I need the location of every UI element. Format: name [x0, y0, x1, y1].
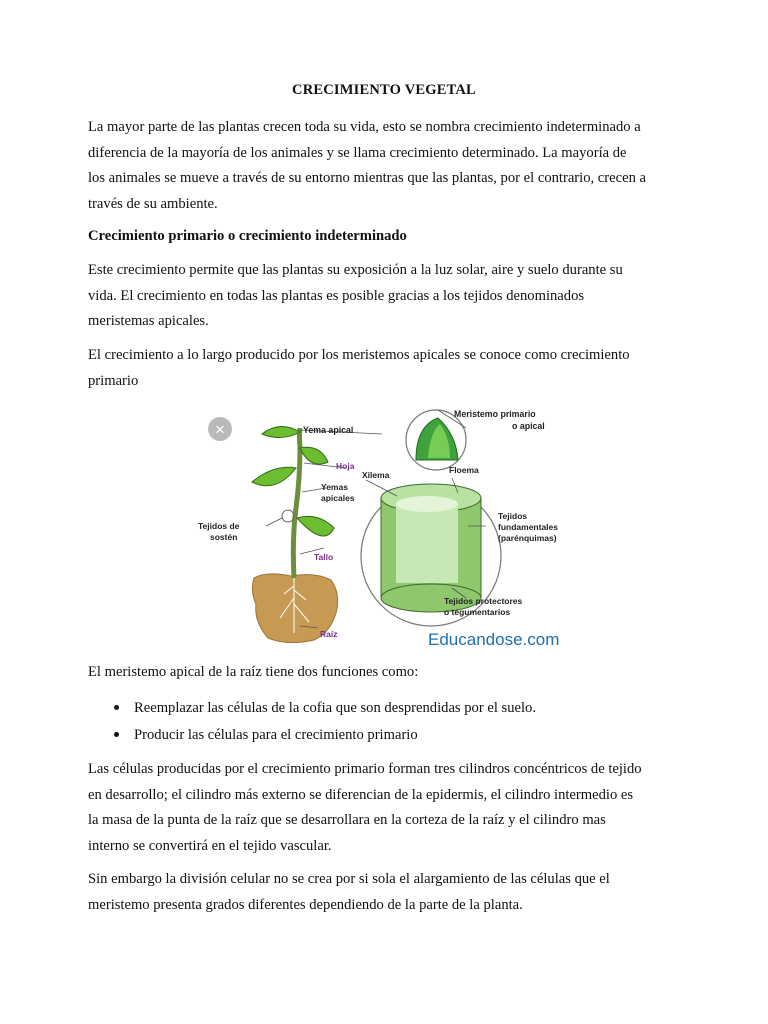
svg-text:×: ×: [215, 420, 225, 439]
intro-line: través de su ambiente.: [88, 195, 218, 212]
paragraph-line: meristemo presenta grados diferentes dependiendo de la parte de la planta.: [88, 896, 523, 913]
bullet-list: [110, 695, 536, 749]
paragraph-2: [88, 258, 688, 335]
label-fund-1: Tejidos: [498, 511, 528, 521]
label-tejidos-de: Tejidos de: [198, 521, 240, 531]
label-apicales: apicales: [321, 493, 355, 503]
label-floema: Floema: [449, 465, 479, 475]
close-icon[interactable]: [208, 417, 232, 441]
paragraph-line: interno se convertirá en el tejido vascular.: [88, 837, 332, 854]
paragraph-line: vida. El crecimiento en todas las plantas es posible gracias a los tejidos denominados: [88, 287, 585, 304]
label-raiz: Raíz: [320, 629, 338, 639]
label-prot-1: Tejidos protectores: [444, 596, 523, 606]
paragraph-6: [88, 867, 688, 918]
intro-paragraph: [88, 115, 688, 217]
intro-line: los animales se mueve a través de su entorno mientras que las plantas, por el contrario, crecen a: [88, 170, 647, 187]
paragraph-line: primario: [88, 372, 139, 389]
label-yema-apical: Yema apical: [303, 425, 354, 435]
paragraph-4: [88, 660, 688, 686]
label-fund-3: (parénquimas): [498, 533, 557, 543]
label-prot-2: o tegumentarios: [444, 607, 511, 617]
label-fund-2: fundamentales: [498, 522, 558, 532]
paragraph-line: Las células producidas por el crecimiento primario forman tres cilindros concéntricos de tejido: [88, 761, 642, 777]
paragraph-line: Sin embargo la división celular no se crea por si sola el alargamiento de las células que el: [88, 871, 610, 887]
list-item: Reemplazar las células de la cofia que son desprendidas por el suelo.: [110, 695, 536, 722]
paragraph-line: la masa de la punta de la raíz que se desarrollara en la corteza de la raíz y el cilindro mas: [88, 812, 606, 829]
label-xilema: Xilema: [362, 470, 390, 480]
section-heading: Crecimiento primario o crecimiento indeterminado: [88, 228, 407, 244]
document-title: CRECIMIENTO VEGETAL: [292, 82, 476, 98]
paragraph-line: El meristemo apical de la raíz tiene dos funciones como:: [88, 664, 419, 680]
intro-line: La mayor parte de las plantas crecen toda su vida, esto se nombra crecimiento indeterminado a: [88, 119, 641, 135]
watermark-educandose: Educandose.com: [428, 630, 560, 648]
label-meristemo-2: o apical: [512, 421, 545, 431]
paragraph-line: Este crecimiento permite que las plantas su exposición a la luz solar, aire y suelo durante su: [88, 262, 623, 278]
plant-growth-diagram: [196, 408, 572, 648]
paragraph-line: en desarrollo; el cilindro más externo se diferencian de la epidermis, el cilindro intermedio es: [88, 786, 634, 803]
label-sosten: sostén: [210, 532, 238, 542]
label-meristemo-1: Meristemo primario: [454, 409, 536, 419]
paragraph-3: [88, 343, 688, 394]
paragraph-line: El crecimiento a lo largo producido por los meristemos apicales se conoce como crecimiento: [88, 347, 630, 363]
label-yemas: Yemas: [321, 482, 348, 492]
paragraph-5: [88, 757, 688, 859]
label-hoja: Hoja: [336, 461, 355, 471]
list-item: Producir las células para el crecimiento primario: [110, 722, 536, 749]
paragraph-line: meristemas apicales.: [88, 313, 209, 330]
label-tallo: Tallo: [314, 552, 334, 562]
intro-line: diferencia de la mayoría de los animales y se llama crecimiento determinado. La mayoría de: [88, 144, 627, 161]
